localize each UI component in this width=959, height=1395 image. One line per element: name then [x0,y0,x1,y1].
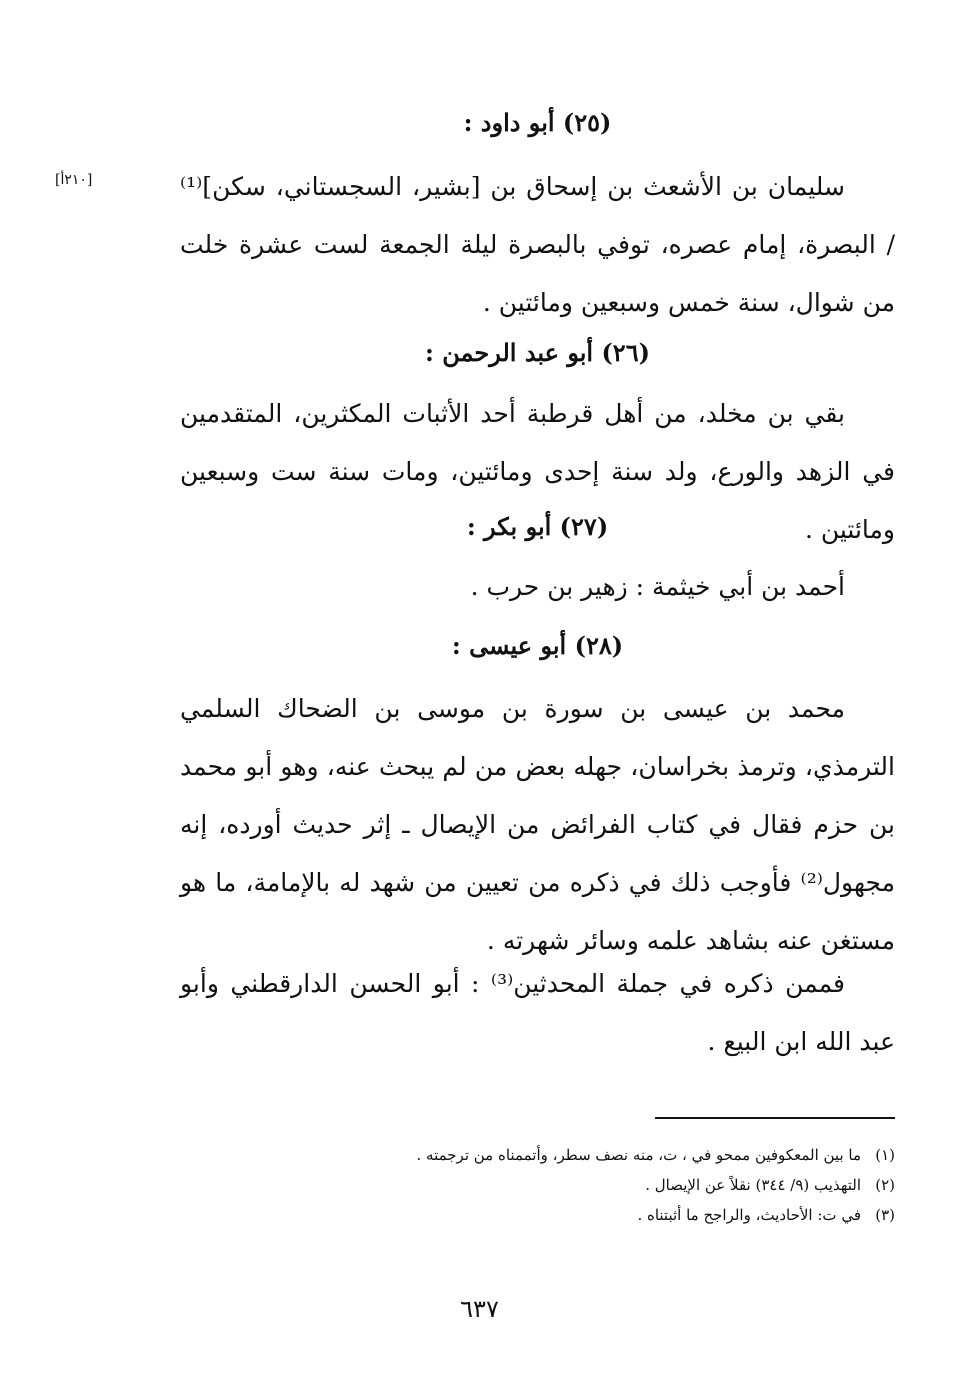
paragraph-abu-dawud: سليمان بن الأشعث بن إسحاق بن [بشير، السجستاني، سكن]⁽¹⁾ / البصرة، إمام عصره، توفي بالبصرة ليلة الجمعة لست عشرة خلت من شوال، سنة خمس وسبعين ومائتين . [180,172,895,317]
paragraph-abu-bakr: أحمد بن أبي خيثمة : زهير بن حرب . [470,572,845,601]
footnotes [380,1140,895,1230]
footnote-2 [380,1170,895,1200]
footnote-number: (٣) [875,1206,895,1224]
paragraph-abu-isa: محمد بن عيسى بن سورة بن موسى بن الضحاك السلمي الترمذي، وترمذ بخراسان، جهله بعض من لم يبحث عنه، وهو أبو محمد بن حزم فقال في كتاب الفرائض من الإيصال ـ إثر حديث أورده، إنه مجهول⁽²⁾ فأوجب ذلك في ذكره من تعيين من شهد له بالإمامة، ما هو مستغن عنه بشاهد علمه وسائر شهرته . [180,694,895,955]
margin-folio-note: [٢١٠أ] [55,172,93,188]
footnote-number: (٢) [875,1176,895,1194]
footnote-1 [380,1140,895,1170]
heading-abu-isa: (٢٨) أبو عيسى : [451,631,624,660]
page-number: ٦٣٧ [460,1295,499,1323]
heading-abu-bakr: (٢٧) أبو بكر : [466,512,609,541]
heading-abu-abd-al-rahman: (٢٦) أبو عبد الرحمن : [425,338,650,367]
footnote-text: التهذيب (٩/ ٣٤٤) نقلاً عن الإيصال . [645,1176,861,1194]
footnote-text: في ت: الأحاديث، والراجح ما أثبتناه . [637,1206,861,1224]
paragraph-narrators: فممن ذكره في جملة المحدثين⁽³⁾ : أبو الحسن الدارقطني وأبو عبد الله ابن البيع . [180,969,895,1056]
paragraph-abu-abd-al-rahman: بقي بن مخلد، من أهل قرطبة أحد الأثبات المكثرين، المتقدمين في الزهد والورع، ولد سنة إحدى ومائتين، ومات سنة ست وسبعين ومائتين . [180,399,895,544]
footnote-number: (١) [875,1146,895,1164]
heading-abu-dawud: (٢٥) أبو داود : [463,108,612,137]
footnote-separator [655,1117,895,1119]
footnote-3 [380,1200,895,1230]
footnote-text: ما بين المعكوفين ممحو في ، ت، منه نصف سطر، وأتممناه من ترجمته . [416,1146,861,1164]
